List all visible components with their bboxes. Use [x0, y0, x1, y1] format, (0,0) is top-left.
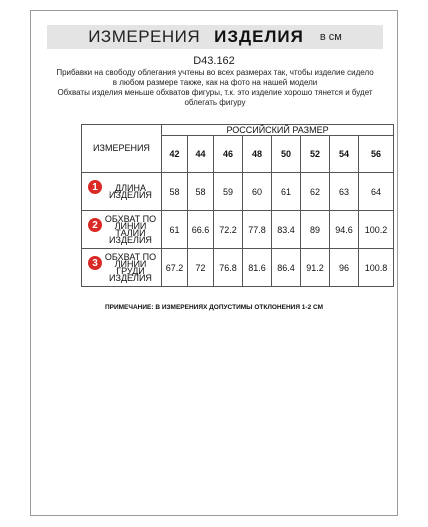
size-cell: 50 [272, 136, 301, 173]
fit-note-ease: Прибавки на свободу облегания учтены во всех размерах так, чтобы изделие сидело в любом размере также, как на фото на нашей модели [56, 68, 374, 87]
tolerance-note: ПРИМЕЧАНИЕ: В ИЗМЕРЕНИЯХ ДОПУСТИМЫ ОТКЛОНЕНИЯ 1-2 СМ [104, 304, 324, 311]
value-cell: 91.2 [301, 249, 330, 287]
table-row [82, 211, 394, 249]
value-cell: 89 [301, 211, 330, 249]
value-cell: 72 [188, 249, 214, 287]
value-cell: 96 [330, 249, 359, 287]
value-cell: 81.6 [243, 249, 272, 287]
value-cell: 77.8 [243, 211, 272, 249]
size-cell: 52 [301, 136, 330, 173]
title-garment: ИЗДЕЛИЯ [214, 27, 304, 46]
value-cell: 64 [359, 173, 394, 211]
size-cell: 44 [188, 136, 214, 173]
size-chart-sheet [30, 10, 398, 516]
fit-notes [55, 68, 375, 108]
value-cell: 58 [162, 173, 188, 211]
title-unit: в см [319, 31, 342, 43]
value-cell: 94.6 [330, 211, 359, 249]
value-cell: 67.2 [162, 249, 188, 287]
value-cell: 100.8 [359, 249, 394, 287]
value-cell: 72.2 [214, 211, 243, 249]
row-label-length: ДЛИНА ИЗДЕЛИЯ [82, 173, 162, 211]
value-cell: 61 [272, 173, 301, 211]
value-cell: 59 [214, 173, 243, 211]
value-cell: 62 [301, 173, 330, 211]
badge-1-icon: 1 [88, 180, 102, 194]
table-row [82, 173, 394, 211]
size-cell: 56 [359, 136, 394, 173]
article-number: D43.162 [193, 55, 235, 67]
russian-size-caption: РОССИЙСКИЙ РАЗМЕР [162, 125, 394, 136]
badge-2-icon: 2 [88, 218, 102, 232]
title-measurements: ИЗМЕРЕНИЯ [88, 27, 201, 46]
size-cell: 54 [330, 136, 359, 173]
row-label-bust: ОБХВАТ ПО ЛИНИИ ГРУДИ ИЗДЕЛИЯ [82, 249, 162, 287]
value-cell: 60 [243, 173, 272, 211]
table-row [82, 249, 394, 287]
size-cell: 46 [214, 136, 243, 173]
badge-3-icon: 3 [88, 256, 102, 270]
size-table [81, 124, 394, 287]
table-header-row [82, 125, 394, 136]
value-cell: 86.4 [272, 249, 301, 287]
value-cell: 100.2 [359, 211, 394, 249]
size-cell: 48 [243, 136, 272, 173]
value-cell: 61 [162, 211, 188, 249]
value-cell: 66.6 [188, 211, 214, 249]
title-banner [47, 25, 383, 49]
measurements-header: ИЗМЕРЕНИЯ [82, 125, 162, 173]
value-cell: 63 [330, 173, 359, 211]
size-cell: 42 [162, 136, 188, 173]
value-cell: 58 [188, 173, 214, 211]
value-cell: 83.4 [272, 211, 301, 249]
value-cell: 76.8 [214, 249, 243, 287]
row-label-waist: ОБХВАТ ПО ЛИНИИ ТАЛИИ ИЗДЕЛИЯ [82, 211, 162, 249]
fit-note-stretch: Обхваты изделия меньше обхватов фигуры, т.к. это изделие хорошо тянется и будет облегать фигуру [57, 88, 373, 107]
